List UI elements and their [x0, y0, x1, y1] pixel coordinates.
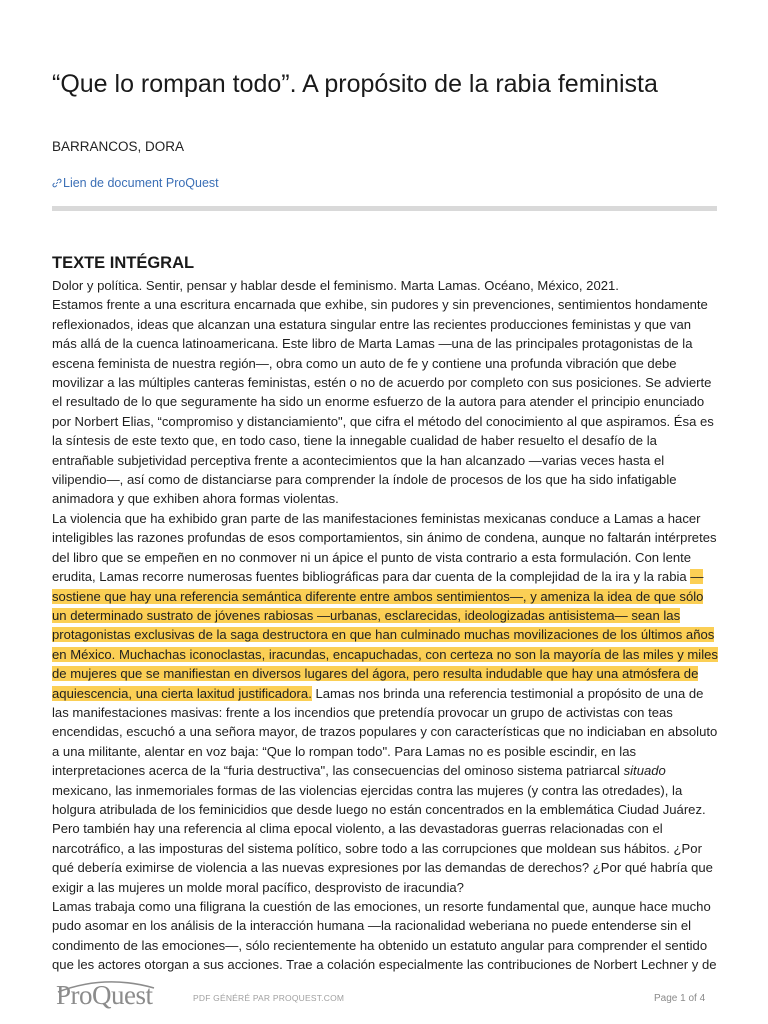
logo-wordmark: ProQuest	[56, 980, 153, 1010]
document-title: “Que lo rompan todo”. A propósito de la rabia feminista	[52, 70, 658, 98]
proquest-link-label: Lien de document ProQuest	[63, 176, 219, 190]
paragraph-2-continuation: Lamas nos brinda una referencia testimonial a propósito de una de las manifestaciones masivas: frente a los incendios que pretendía provocar un grupo de activistas con teas encendidas, escuchó a una señora mayor, de trazos populares y con características que no indiciaban en absoluto a una militante, alentar en voz baja: “Que lo rompan todo". Para Lamas no es posible escindir, en las interpretaciones acerca de la “furia destructiva", las consecuencias del ominoso sistema patriarcal	[52, 685, 718, 779]
proquest-logo	[50, 978, 160, 1018]
highlighted-passage: —sostiene que hay una referencia semántica diferente entre ambos sentimientos—, y ameniza la idea de que sólo un determinado sustrato de jóvenes rabiosas —urbanas, esclarecidas, ideologizadas antisistema— sean las protagonistas exclusivas de la saga destructora en que han culminado muchas movilizaciones de los últimos años en México. Muchachas iconoclastas, iracundas, encapuchadas, con certeza no son la mayoría de las miles y miles de mujeres que se manifiestan en diversos lugares del ágora, pero resulta indudable que hay una atmósfera de aquiescencia, una cierta laxitud justificadora.	[52, 569, 718, 701]
link-icon	[52, 178, 62, 188]
paragraph-citation: Dolor y política. Sentir, pensar y hablar desde el feminismo. Marta Lamas. Océano, México, 2021.	[52, 278, 619, 293]
italic-term: situado	[623, 763, 666, 779]
header-divider	[52, 206, 717, 211]
proquest-document-link[interactable]	[52, 176, 219, 190]
article-body	[52, 276, 718, 975]
author-name: BARRANCOS, DORA	[52, 139, 185, 154]
paragraph-1: Estamos frente a una escritura encarnada que exhibe, sin pudores y sin prevenciones, sentimientos hondamente reflexionados, ideas que alcanzan una estatura singular entre las recientes producciones feministas y que van más allá de la cuenca latinoamericana. Este libro de Marta Lamas —una de las principales protagonistas de la escena feminista de nuestra región—, obra como un auto de fe y contiene una profunda vibración que debe movilizar a las múltiples canteras feministas, estén o no de acuerdo por completo con sus posiciones. Se advierte el resultado de lo que seguramente ha sido un enorme esfuerzo de la autora para atender el principio enunciado por Norbert Elias, “compromiso y distanciamiento", que cifra el método del conocimiento al que aspiramos. Ésa es la síntesis de este texto que, en todo caso, tiene la innegable cualidad de haber resuelto el desafío de la entrañable subjetividad perceptiva frente a acontecimientos que la han alcanzado —varias veces hasta el vilipendio—, así como de distanciarse para comprender la índole de procesos de los que ha sido infatigable animadora y que exhiben ahora formas violentas.	[52, 297, 714, 507]
generated-by-label: PDF GÉNÉRÉ PAR PROQUEST.COM	[193, 993, 345, 1003]
page-footer	[0, 974, 768, 1024]
paragraph-2	[52, 509, 718, 897]
section-heading: TEXTE INTÉGRAL	[52, 254, 195, 272]
page-number: Page 1 of 4	[654, 993, 706, 1004]
paragraph-3: Lamas trabaja como una filigrana la cuestión de las emociones, un resorte fundamental que, aunque hace mucho pudo asomar en los análisis de la interacción humana —la racionalidad weberiana no puede entenderse sin el condimento de las emociones—, sólo recientemente ha obtenido un estatuto angular para comprender el sentido que les actores otorgan a sus acciones. Trae a colación especialmente las contribuciones de Norbert Lechner y de	[52, 899, 717, 973]
paragraph-2-end: mexicano, las inmemoriales formas de las violencias ejercidas contra las mujeres (y contra las otredades), la holgura atribulada de los feminicidios que desde luego no están concentrados en la emblemática Ciudad Juárez. Pero también hay una referencia al clima epocal violento, a las devastadoras guerras relacionadas con el narcotráfico, a las imposturas del sistema político, sobre todo a las corrupciones que moldean sus hábitos. ¿Por qué debería eximirse de violencia a las nuevas expresiones por las demandas de derechos? ¿Por qué habría que exigir a las mujeres un molde moral pacífico, desprovisto de iracundia?	[52, 782, 713, 895]
paragraph-2-lead: La violencia que ha exhibido gran parte de las manifestaciones feministas mexicanas conduce a Lamas a hacer inteligibles las razones profundas de esos comportamientos, sin ánimo de condena, aunque no faltarán intérpretes del libro que se empeñen en no conmover ni un ápice el punto de vista contrario a esta formulación. Con lente erudita, Lamas recorre numerosas fuentes bibliográficas para dar cuenta de la complejidad de la ira y la rabia	[52, 510, 717, 585]
